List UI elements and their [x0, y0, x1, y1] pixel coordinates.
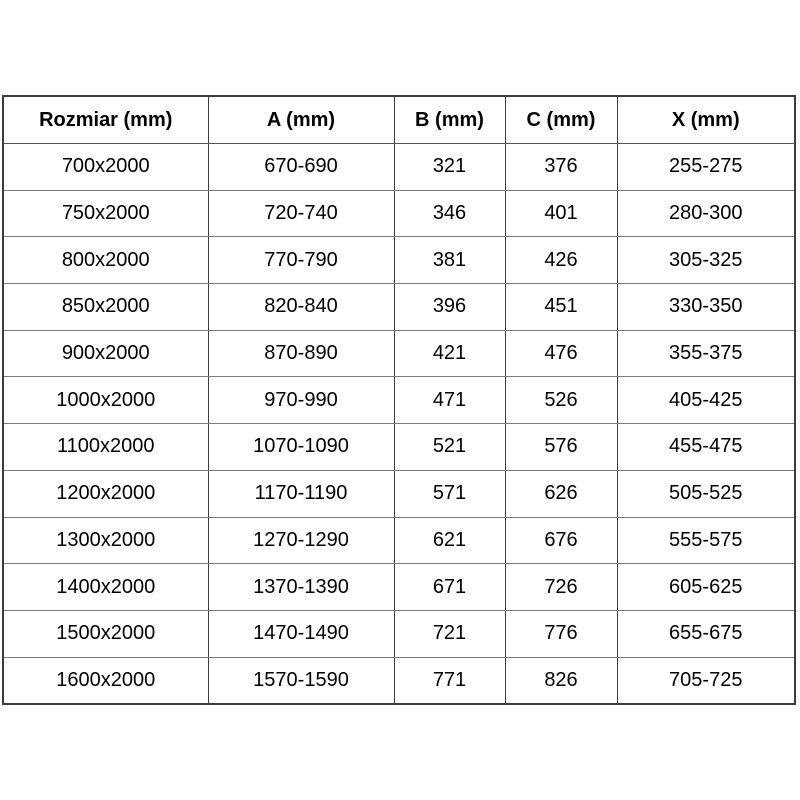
table-row	[3, 610, 795, 657]
table-cell: 621	[394, 517, 505, 564]
table-cell: 800x2000	[3, 237, 208, 284]
table-cell: 1270-1290	[208, 517, 394, 564]
size-table	[2, 95, 796, 705]
table-cell: 555-575	[617, 517, 795, 564]
table-cell: 405-425	[617, 377, 795, 424]
table-cell: 396	[394, 284, 505, 331]
table-cell: 280-300	[617, 190, 795, 237]
table-cell: 1100x2000	[3, 424, 208, 471]
table-cell: 676	[505, 517, 617, 564]
table-cell: 576	[505, 424, 617, 471]
table-cell: 1400x2000	[3, 564, 208, 611]
table-cell: 1470-1490	[208, 610, 394, 657]
table-cell: 626	[505, 470, 617, 517]
table-cell: 381	[394, 237, 505, 284]
col-header-x: X (mm)	[617, 96, 795, 144]
table-row	[3, 517, 795, 564]
table-cell: 526	[505, 377, 617, 424]
table-cell: 1170-1190	[208, 470, 394, 517]
table-cell: 670-690	[208, 144, 394, 191]
col-header-a: A (mm)	[208, 96, 394, 144]
table-cell: 305-325	[617, 237, 795, 284]
table-row	[3, 424, 795, 471]
table-row	[3, 284, 795, 331]
table-cell: 900x2000	[3, 330, 208, 377]
table-row	[3, 470, 795, 517]
table-cell: 726	[505, 564, 617, 611]
table-cell: 451	[505, 284, 617, 331]
table-cell: 721	[394, 610, 505, 657]
table-row	[3, 190, 795, 237]
table-header-row	[3, 96, 795, 144]
table-cell: 401	[505, 190, 617, 237]
table-cell: 1600x2000	[3, 657, 208, 704]
table-cell: 700x2000	[3, 144, 208, 191]
table-cell: 1000x2000	[3, 377, 208, 424]
table-cell: 355-375	[617, 330, 795, 377]
table-cell: 1070-1090	[208, 424, 394, 471]
table-cell: 750x2000	[3, 190, 208, 237]
table-cell: 421	[394, 330, 505, 377]
table-cell: 720-740	[208, 190, 394, 237]
table-row	[3, 237, 795, 284]
table-cell: 771	[394, 657, 505, 704]
table-cell: 426	[505, 237, 617, 284]
table-cell: 605-625	[617, 564, 795, 611]
table-cell: 321	[394, 144, 505, 191]
table-cell: 820-840	[208, 284, 394, 331]
table-cell: 1570-1590	[208, 657, 394, 704]
table-cell: 346	[394, 190, 505, 237]
col-header-b: B (mm)	[394, 96, 505, 144]
table-cell: 671	[394, 564, 505, 611]
table-cell: 330-350	[617, 284, 795, 331]
table-cell: 655-675	[617, 610, 795, 657]
table-row	[3, 377, 795, 424]
table-cell: 970-990	[208, 377, 394, 424]
table-cell: 1200x2000	[3, 470, 208, 517]
table-cell: 1370-1390	[208, 564, 394, 611]
table-cell: 455-475	[617, 424, 795, 471]
table-cell: 571	[394, 470, 505, 517]
table-cell: 1300x2000	[3, 517, 208, 564]
table-cell: 505-525	[617, 470, 795, 517]
table-cell: 705-725	[617, 657, 795, 704]
table-row	[3, 564, 795, 611]
table-cell: 770-790	[208, 237, 394, 284]
table-cell: 1500x2000	[3, 610, 208, 657]
table-body	[3, 144, 795, 705]
table-cell: 376	[505, 144, 617, 191]
table-cell: 776	[505, 610, 617, 657]
table-cell: 870-890	[208, 330, 394, 377]
table-cell: 255-275	[617, 144, 795, 191]
table-row	[3, 657, 795, 704]
table-cell: 850x2000	[3, 284, 208, 331]
table-cell: 471	[394, 377, 505, 424]
col-header-rozmiar: Rozmiar (mm)	[3, 96, 208, 144]
table-row	[3, 144, 795, 191]
col-header-c: C (mm)	[505, 96, 617, 144]
table-row	[3, 330, 795, 377]
table-cell: 476	[505, 330, 617, 377]
table-cell: 826	[505, 657, 617, 704]
table-cell: 521	[394, 424, 505, 471]
